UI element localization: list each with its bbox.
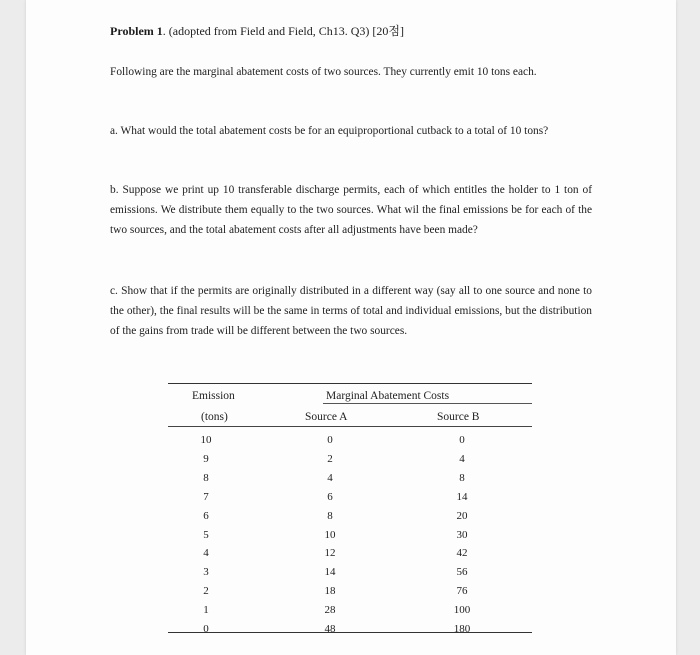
source-a-cell: 48 — [324, 623, 336, 635]
table-top-rule — [168, 383, 532, 384]
table-group-rule — [323, 403, 532, 404]
source-a-cell: 2 — [327, 452, 333, 465]
problem-label: Problem 1 — [110, 24, 163, 38]
source-a-cell: 28 — [324, 604, 336, 617]
emission-cell: 5 — [203, 528, 209, 541]
source-b-cell: 8 — [459, 471, 465, 484]
source-b-cell: 180 — [453, 623, 471, 635]
emission-cell: 4 — [203, 547, 209, 560]
source-b-cell: 30 — [456, 528, 468, 541]
problem-title — [110, 22, 592, 40]
emission-cell: 2 — [203, 585, 209, 598]
table-header-rule — [168, 426, 532, 427]
source-a-cell: 8 — [327, 509, 333, 522]
source-a-cell: 4 — [327, 471, 333, 484]
source-b-cell: 0 — [459, 434, 465, 446]
emission-cell: 9 — [203, 452, 209, 465]
mac-header: Marginal Abatement Costs — [326, 390, 450, 402]
source-b-cell: 20 — [456, 509, 468, 522]
question-a: a. What would the total abatement costs be for an equiproportional cutback to a total of 10 tons? — [110, 125, 549, 137]
source-a-cell: 18 — [324, 585, 336, 598]
source-a-cell: 6 — [327, 490, 333, 503]
source-b-cell: 100 — [453, 604, 471, 617]
source-b-cell: 56 — [456, 566, 468, 579]
emission-cell: 0 — [203, 623, 209, 635]
emission-unit: (tons) — [201, 411, 228, 423]
emission-cell: 6 — [203, 509, 209, 522]
source-a-cell: 0 — [327, 434, 333, 446]
source-a-cell: 12 — [324, 547, 336, 560]
source-b-cell: 42 — [456, 547, 468, 560]
problem-source: . (adopted from Field and Field, Ch13. Q3) [20점] — [162, 24, 405, 38]
document-page — [26, 0, 676, 655]
source-b-cell: 4 — [459, 452, 465, 465]
source-a-header: Source A — [305, 411, 348, 423]
emission-cell: 1 — [203, 604, 209, 617]
emission-cell: 8 — [203, 471, 209, 484]
source-b-cell: 76 — [456, 585, 468, 598]
source-a-cell: 10 — [324, 528, 336, 541]
intro-paragraph: Following are the marginal abatement costs of two sources. They currently emit 10 tons each. — [110, 66, 537, 78]
emission-cell: 3 — [203, 566, 209, 579]
source-b-cell: 14 — [456, 490, 468, 503]
question-b: b. Suppose we print up 10 transferable discharge permits, each of which entitles the holder to 1 ton of emissions. We distribute them equally to the two sources. What wil the final emissions be for each of the two sources, and the total abatement costs after all adjustments have been made? — [110, 184, 592, 236]
emission-cell: 7 — [203, 490, 209, 503]
emission-cell: 10 — [200, 434, 212, 446]
source-b-header: Source B — [437, 411, 480, 423]
source-a-cell: 14 — [324, 566, 336, 579]
emission-header: Emission — [192, 390, 235, 402]
question-c: c. Show that if the permits are originally distributed in a different way (say all to one source and none to the other), the final results will be the same in terms of total and individual emissions, but the distribution of the gains from trade will be different between the two sources. — [110, 285, 592, 337]
